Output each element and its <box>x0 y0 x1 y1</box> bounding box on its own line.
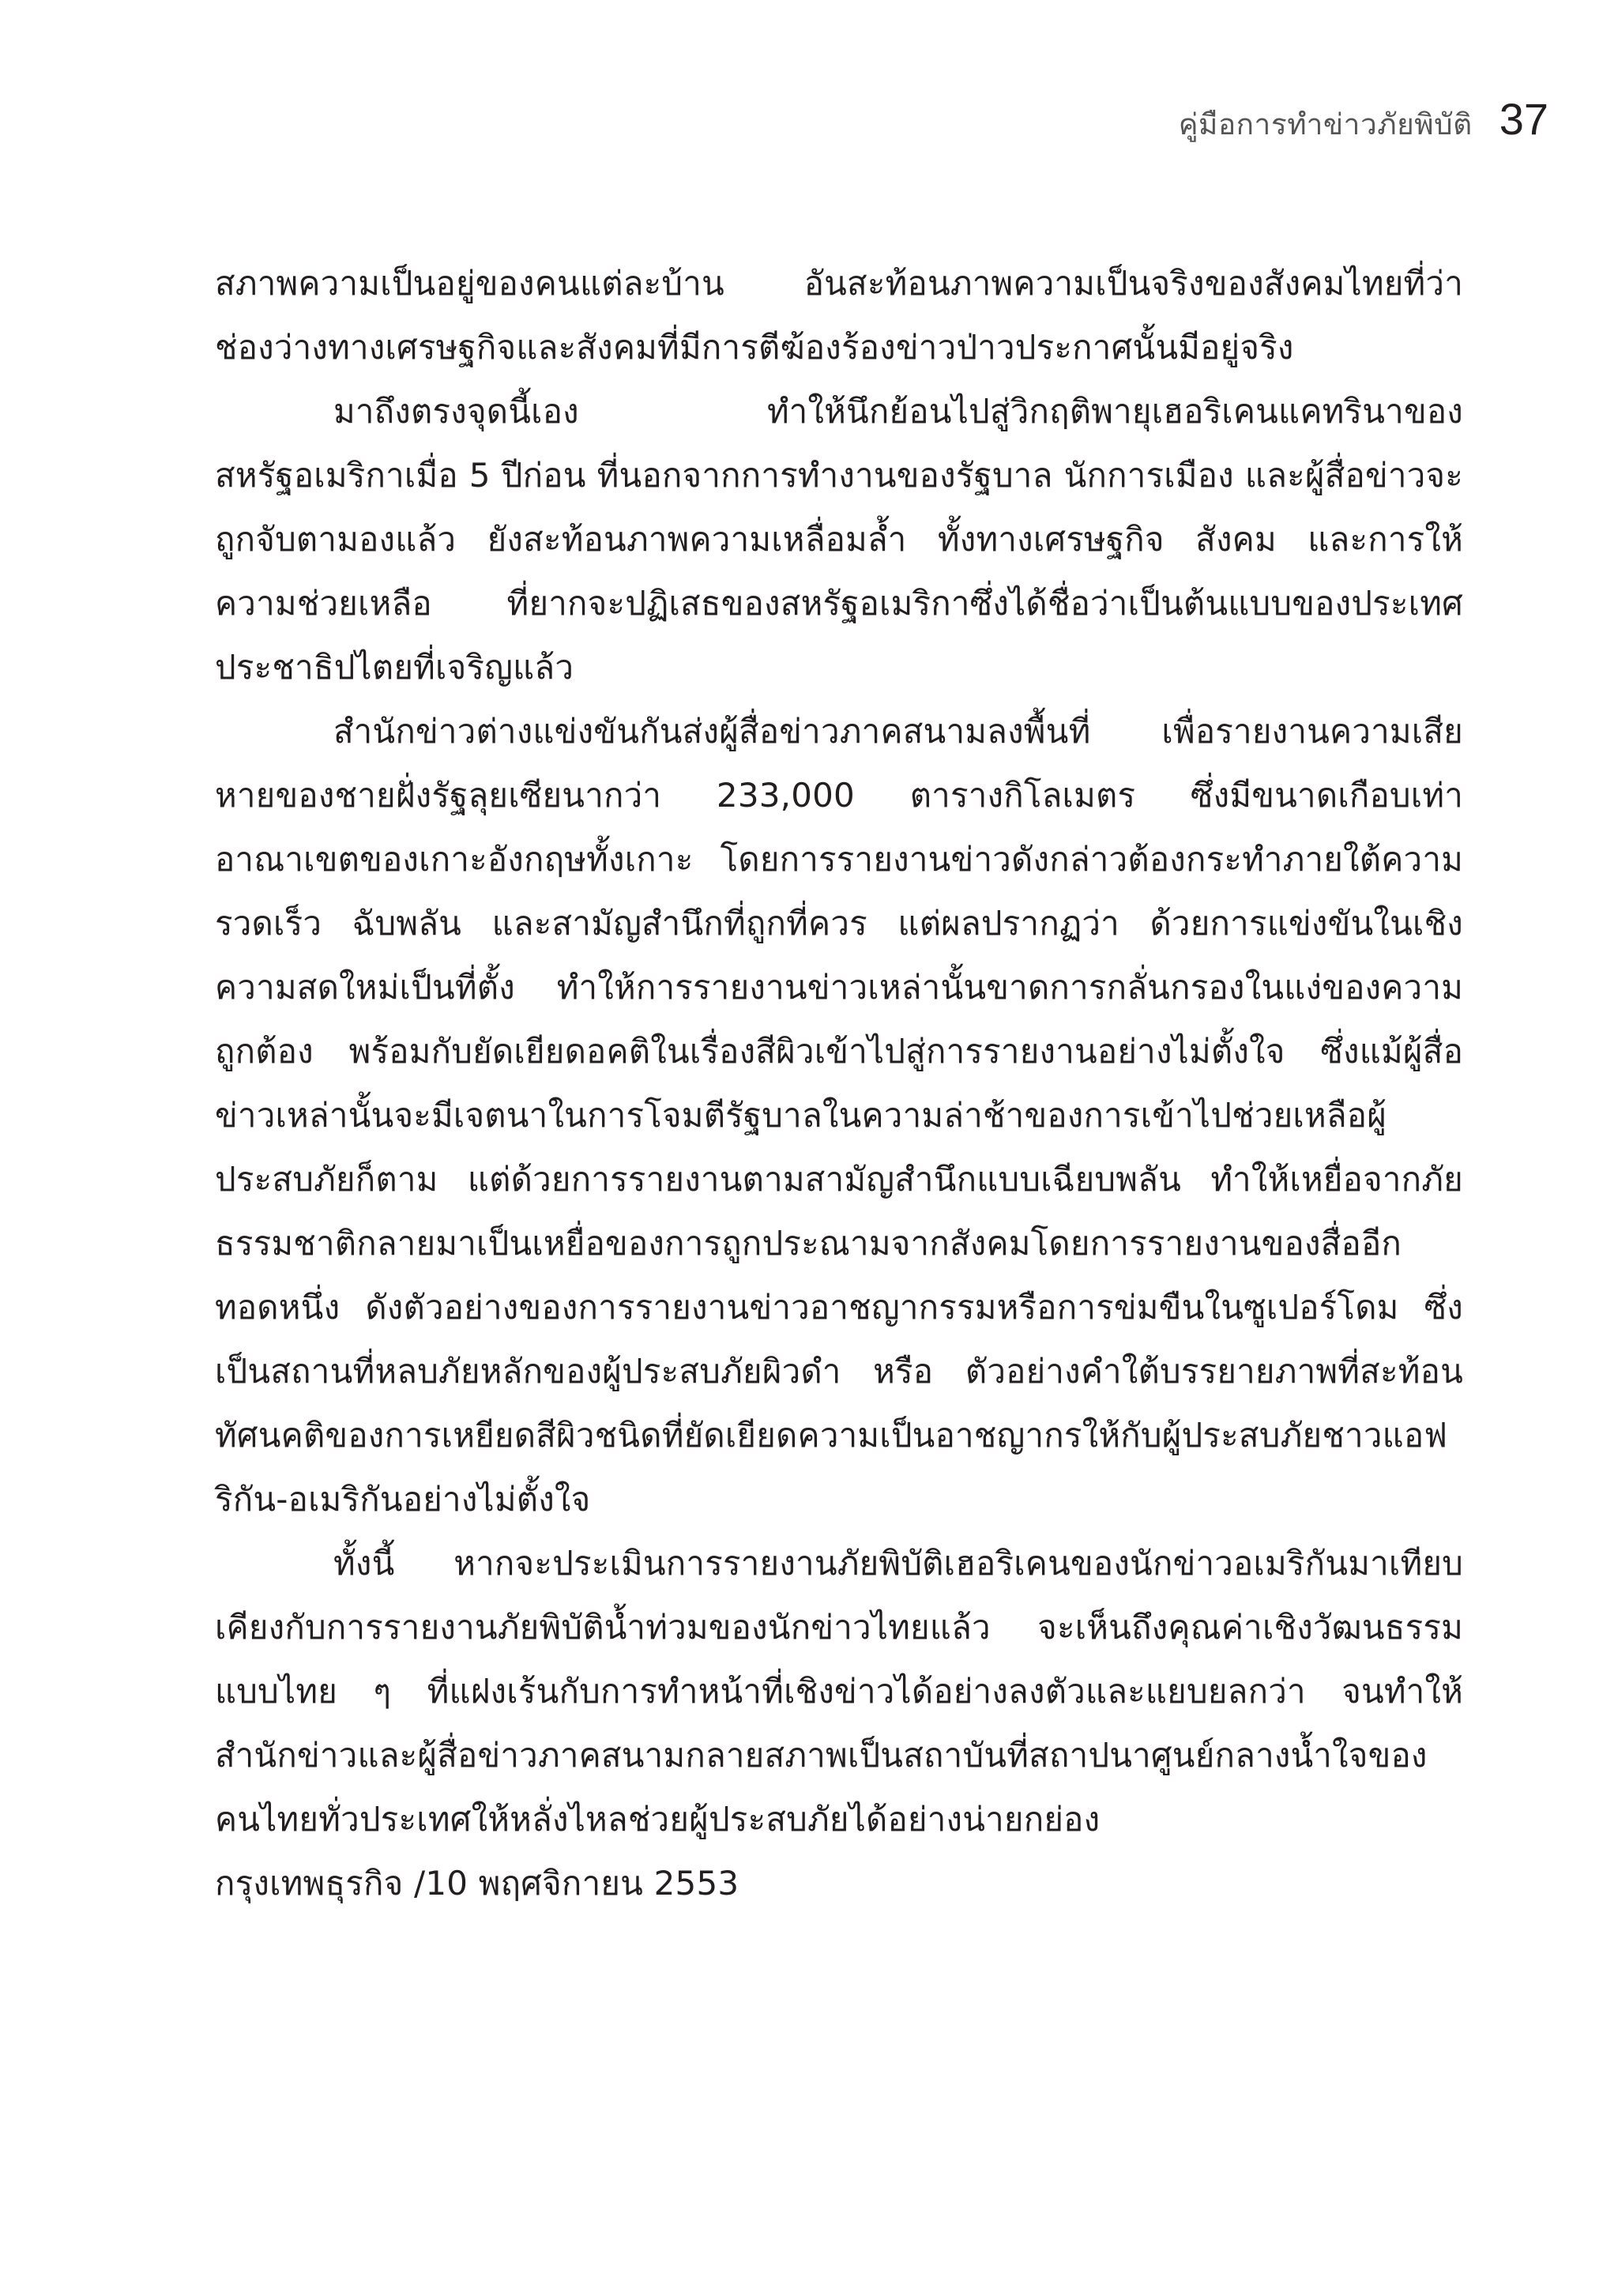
source-citation: กรุงเทพธุรกิจ /10 พฤศจิกายน 2553 <box>215 1864 739 1903</box>
running-header <box>1179 93 1548 148</box>
header-title: คู่มือการทำข่าวภัยพิบัติ <box>1178 107 1473 141</box>
article-body <box>215 251 1463 1915</box>
paragraph-4: ทั้งนี้ หากจะประเมินการรายงานภัยพิบัติเฮอริเคนของนักข่าวอเมริกันมาเทียบเคียงกับการรายงานภัยพิบัติน้ำท่วมของนักข่าวไทยแล้ว จะเห็นถึงคุณค่าเชิงวัฒนธรรมแบบไทย ๆ ที่แฝงเร้นกับการทำหน้าที่เชิงข่าวได้อย่างลงตัวและแยบยลกว่า จนทำให้สำนักข่าวและผู้สื่อข่าวภาคสนามกลายสภาพเป็นสถาบันที่สถาปนาศูนย์กลางน้ำใจของคนไทยทั่วประเทศให้หลั่งไหลช่วยผู้ประสบภัยได้อย่างน่ายกย่อง <box>215 1544 1463 1839</box>
paragraph-1: สภาพความเป็นอยู่ของคนแต่ละบ้าน อันสะท้อนภาพความเป็นจริงของสังคมไทยที่ว่า ช่องว่างทางเศรษฐกิจและสังคมที่มีการตีฆ้องร้องข่าวป่าวประกาศนั้นมีอยู่จริง <box>215 264 1463 367</box>
page-number: 37 <box>1499 94 1548 144</box>
paragraph-3: สำนักข่าวต่างแข่งขันกันส่งผู้สื่อข่าวภาคสนามลงพื้นที่ เพื่อรายงานความเสียหายของชายฝั่งรัฐลุยเซียนากว่า 233,000 ตารางกิโลเมตร ซึ่งมีขนาดเกือบเท่าอาณาเขตของเกาะอังกฤษทั้งเกาะ โดยการรายงานข่าวดังกล่าวต้องกระทำภายใต้ความรวดเร็ว ฉับพลัน และสามัญสำนึกที่ถูกที่ควร แต่ผลปรากฏว่า ด้วยการแข่งขันในเชิงความสดใหม่เป็นที่ตั้ง ทำให้การรายงานข่าวเหล่านั้นขาดการกลั่นกรองในแง่ของความถูกต้อง พร้อมกับยัดเยียดอคติในเรื่องสีผิวเข้าไปสู่การรายงานอย่างไม่ตั้งใจ ซึ่งแม้ผู้สื่อข่าวเหล่านั้นจะมีเจตนาในการโจมตีรัฐบาลในความล่าช้าของการเข้าไปช่วยเหลือผู้ประสบภัยก็ตาม แต่ด้วยการรายงานตามสามัญสำนึกแบบเฉียบพลัน ทำให้เหยื่อจากภัยธรรมชาติกลายมาเป็นเหยื่อของการถูกประณามจากสังคมโดยการรายงานของสื่ออีกทอดหนึ่ง ดังตัวอย่างของการรายงานข่าวอาชญากรรมหรือการข่มขืนในซูเปอร์โดม ซึ่งเป็นสถานที่หลบภัยหลักของผู้ประสบภัยผิวดำ หรือ ตัวอย่างคำใต้บรรยายภาพที่สะท้อนทัศนคติของการเหยียดสีผิวชนิดที่ยัดเยียดความเป็นอาชญากรให้กับผู้ประสบภัยชาวแอฟริกัน-อเมริกันอย่างไม่ตั้งใจ <box>215 712 1463 1519</box>
paragraph-2: มาถึงตรงจุดนี้เอง ทำให้นึกย้อนไปสู่วิกฤติพายุเฮอริเคนแคทรินาของสหรัฐอเมริกาเมื่อ 5 ปีก่อน ที่นอกจากการทำงานของรัฐบาล นักการเมือง และผู้สื่อข่าวจะถูกจับตามองแล้ว ยังสะท้อนภาพความเหลื่อมล้ำ ทั้งทางเศรษฐกิจ สังคม และการให้ความช่วยเหลือ ที่ยากจะปฏิเสธของสหรัฐอเมริกาซึ่งได้ชื่อว่าเป็นต้นแบบของประเทศประชาธิปไตยที่เจริญแล้ว <box>215 392 1463 687</box>
